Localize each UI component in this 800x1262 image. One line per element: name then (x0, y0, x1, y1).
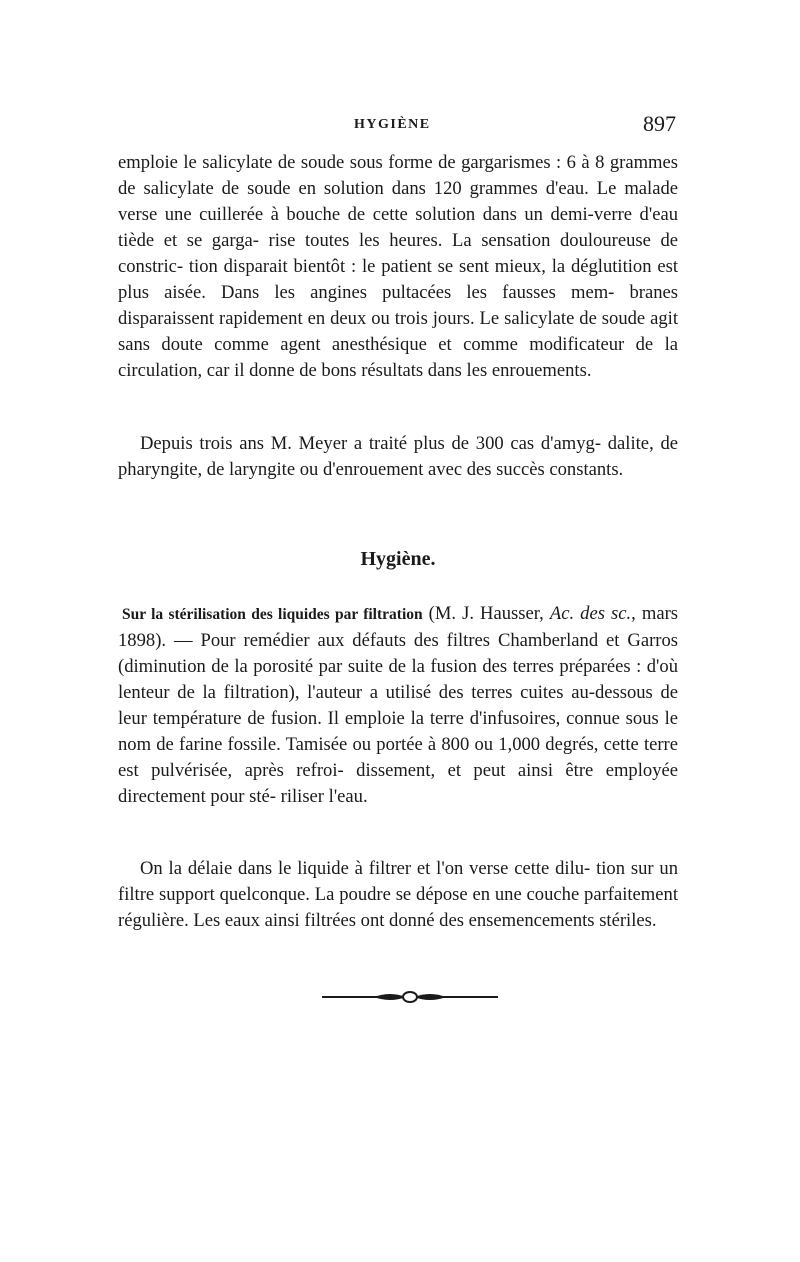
article-body: , mars 1898). — Pour remédier aux défauts des filtres Chamberland et Garros (diminution de la porosité par suite de la fusion des terres préparées : d'où lenteur de la filtration), l'auteur a utilisé des terres cuites au-dessous de leur température de fusion. Il emploie la terre d'infusoires, connue sous le nom de farine fossile. Tamisée ou portée à 800 ou 1,000 degrés, cette terre est pulvérisée, après refroi- dissement, et peut ainsi être employée directement pour sté- riliser l'eau. (118, 603, 678, 807)
article-intro: (M. J. Hausser, (422, 603, 550, 624)
paragraph-salicylate-treatment: emploie le salicylate de soude sous forme de gargarismes : 6 à 8 grammes de salicylate de soude en solution dans 120 grammes d'eau. Le malade verse une cuillerée à bouche de cette solution dans un demi-verre d'eau tiède et se garga- rise toutes les heures. La sensation douloureuse de constric- tion disparait bientôt : le patient se sent mieux, la déglutition est plus aisée. Dans les angines pultacées les fausses mem- branes disparaissent rapidement en deux ou trois jours. Le salicylate de soude agit sans doute comme agent anesthésique et comme modificateur de la circulation, car il donne de bons résultats dans les enrouements. (118, 152, 678, 381)
end-ornament (322, 990, 498, 1004)
paragraph-article-sterilisation (118, 601, 678, 810)
paragraph-meyer-results: Depuis trois ans M. Meyer a traité plus de 300 cas d'amyg- dalite, de pharyngite, de laryngite ou d'enrouement avec des succès constants. (118, 433, 678, 480)
article-journal: Ac. des sc. (549, 603, 632, 624)
article-title: Sur la stérilisation des liquides par filtration (122, 606, 423, 623)
running-head (118, 111, 678, 141)
page-number: 897 (643, 111, 676, 136)
section-heading: Hygiène. (360, 548, 436, 570)
header-title: HYGIÈNE (354, 117, 431, 132)
paragraph-filtration-method: On la délaie dans le liquide à filtrer et l'on verse cette dilu- tion sur un filtre support quelconque. La poudre se dépose en une couche parfaitement régulière. Les eaux ainsi filtrées ont donné des ensemencements stériles. (118, 858, 678, 931)
